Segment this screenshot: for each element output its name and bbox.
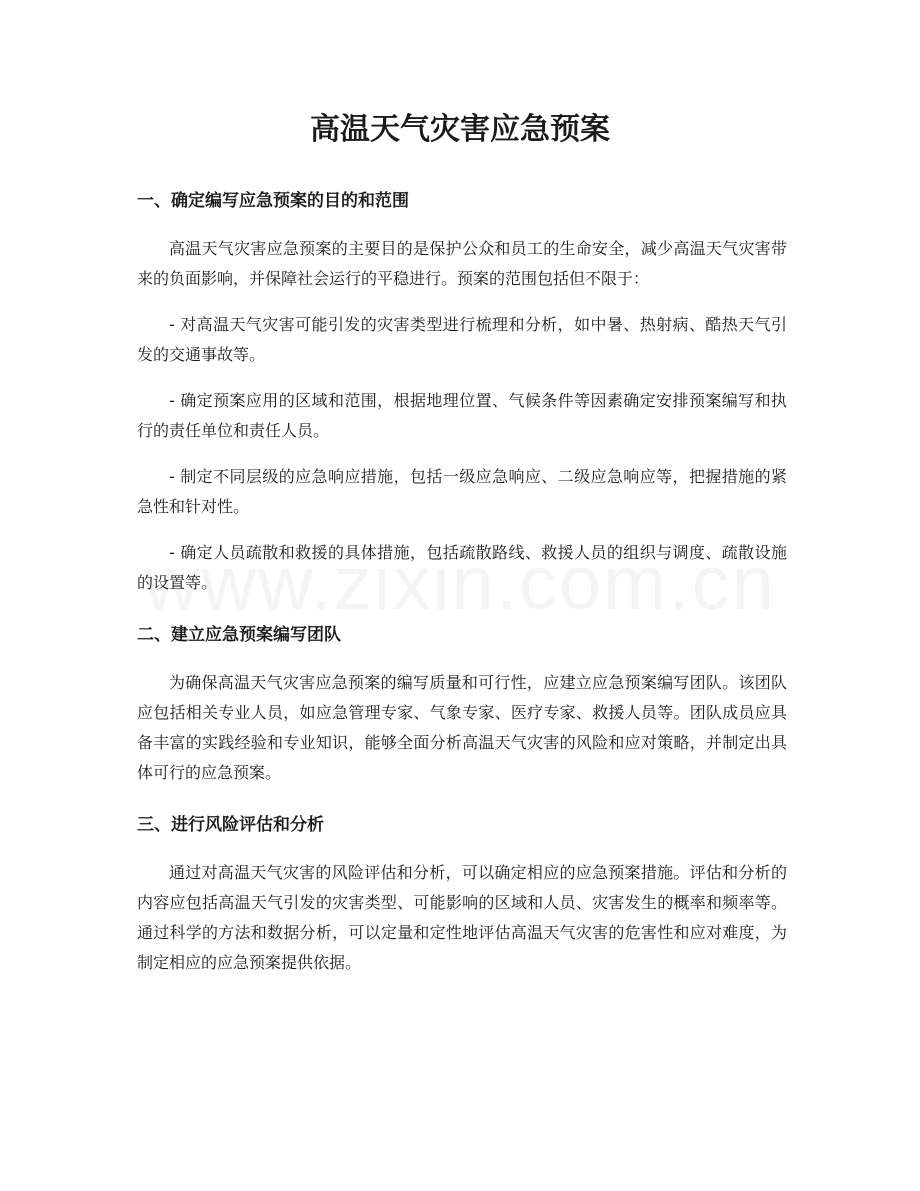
list-item: - 对高温天气灾害可能引发的灾害类型进行梳理和分析，如中暑、热射病、酷热天气引发的交通事故等。 [137, 315, 787, 364]
paragraph: 为确保高温天气灾害应急预案的编写质量和可行性，应建立应急预案编写团队。该团队应包括相关专业人员，如应急管理专家、气象专家、医疗专家、救援人员等。团队成员应具备丰富的实践经验和专业知识，能够全面分析高温天气灾害的风险和应对策略，并制定出具体可行的应急预案。 [137, 673, 787, 782]
section-team [137, 620, 787, 788]
paragraph: 高温天气灾害应急预案的主要目的是保护公众和员工的生命安全，减少高温天气灾害带来的负面影响，并保障社会运行的平稳进行。预案的范围包括但不限于： [137, 239, 787, 288]
list-item: - 确定人员疏散和救援的具体措施，包括疏散路线、救援人员的组织与调度、疏散设施的设置等。 [137, 543, 787, 592]
paragraph: 通过对高温天气灾害的风险评估和分析，可以确定相应的应急预案措施。评估和分析的内容应包括高温天气引发的灾害类型、可能影响的区域和人员、灾害发生的概率和频率等。通过科学的方法和数据分析，可以定量和定性地评估高温天气灾害的危害性和应对难度，为制定相应的应急预案提供依据。 [137, 863, 787, 972]
section-heading: 一、确定编写应急预案的目的和范围 [137, 191, 409, 211]
list-item: - 制定不同层级的应急响应措施，包括一级应急响应、二级应急响应等，把握措施的紧急性和针对性。 [137, 467, 787, 516]
list-item: - 确定预案应用的区域和范围，根据地理位置、气候条件等因素确定安排预案编写和执行的责任单位和责任人员。 [137, 391, 787, 440]
section-heading: 二、建立应急预案编写团队 [137, 625, 341, 645]
document-body [137, 186, 787, 994]
section-heading: 三、进行风险评估和分析 [137, 815, 324, 835]
document-title: 高温天气灾害应急预案 [310, 112, 610, 147]
section-risk-assessment [137, 810, 787, 978]
section-purpose-scope [137, 186, 787, 598]
